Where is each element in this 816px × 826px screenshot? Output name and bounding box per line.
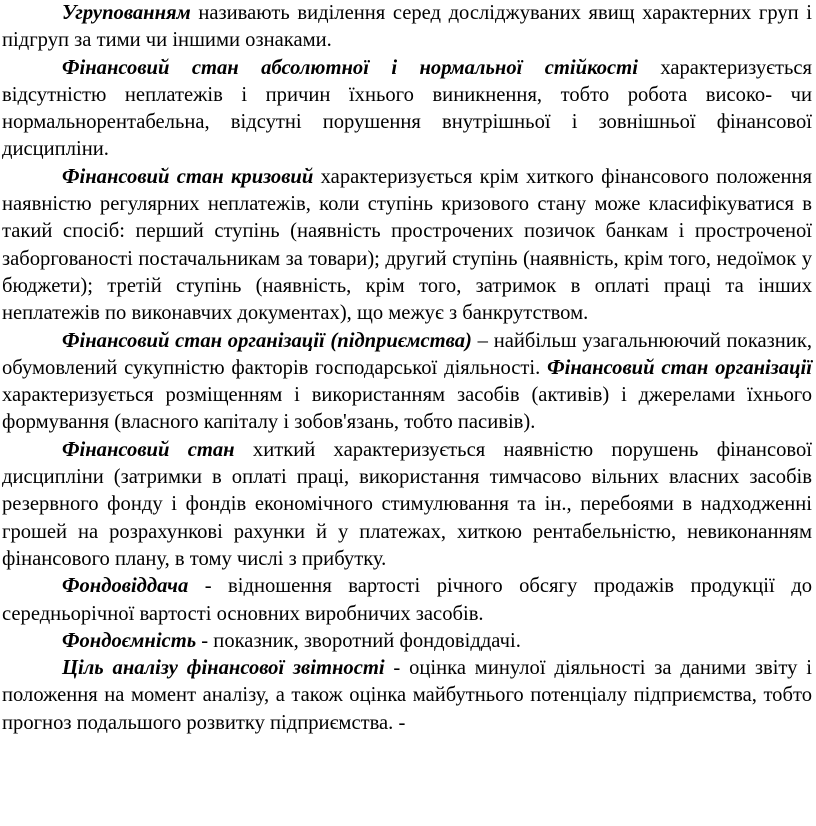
paragraph-text: - відношення вартості річного обсягу продажів продукції до середньорічної вартості основних виробничих засобів. — [2, 575, 812, 625]
term-heading: Фінансовий стан організації (підприємства) — [62, 329, 472, 352]
paragraph-text: - показник, зворотний фондовіддачі. — [196, 629, 521, 652]
paragraph-crisis-state — [2, 164, 812, 328]
paragraph-text: характеризується відсутністю неплатежів і причин їхнього виникнення, тобто робота високо- чи нормальнорентабельна, відсутні порушення внутрішньої і зовнішньої фінансової дисципліни. — [2, 56, 812, 161]
term-heading: Угрупованням — [62, 2, 191, 24]
paragraph-text-secondary: характеризується розміщенням і використанням засобів (активів) і джерелами їхнього формування (власного капіталу і зобов'язань, тобто пасивів). — [2, 384, 812, 434]
term-heading: Ціль аналізу фінансової звітності — [62, 657, 385, 680]
paragraph-capital-intensity — [2, 628, 812, 655]
term-heading: Фондоємність — [62, 629, 197, 652]
paragraph-grouping — [2, 0, 812, 55]
term-heading: Фінансовий стан кризовий — [62, 165, 314, 188]
paragraph-organization-state — [2, 328, 812, 437]
paragraph-absolute-stability — [2, 55, 812, 164]
term-heading-secondary: Фінансовий стан організації — [547, 356, 813, 379]
term-heading: Фондовіддача — [62, 575, 189, 598]
paragraph-unstable-state — [2, 437, 812, 573]
paragraph-text: називають виділення серед досліджуваних явищ характерних груп і підгруп за тими чи іншими ознаками. — [2, 2, 812, 52]
paragraph-capital-productivity — [2, 573, 812, 628]
term-heading: Фінансовий стан абсолютної і нормальної стійкості — [62, 56, 638, 79]
paragraph-text: хиткий характеризується наявністю порушень фінансової дисципліни (затримки в оплаті праці, використання тимчасово вільних власних засобів резервного фонду і фондів економічного стимулювання та ін., перебоями в надходженні грошей на розрахункові рахунки й у платежах, хиткою рентабельністю, невиконанням фінансового плану, в тому числі з прибутку. — [2, 438, 812, 570]
paragraph-text: – найбільш узагальнюючий показник, обумовлений сукупністю факторів господарської діяльності. — [2, 329, 812, 379]
paragraph-text: - оцінка минулої діяльності за даними звіту і положення на момент аналізу, а також оцінка майбутнього потенціалу підприємства, тобто прогноз подальшого розвитку підприємства. - — [2, 657, 812, 734]
term-heading: Фінансовий стан — [62, 438, 235, 461]
paragraph-text: характеризується крім хиткого фінансового положення наявністю регулярних неплатежів, коли ступінь кризового стану може класифікуватися в такий спосіб: перший ступінь (наявність прострочених позичок банкам і простроченої заборгованості постачальникам за товари); другий ступінь (наявність, крім того, недоїмок у бюджети); третій ступінь (наявність, крім того, затримок в оплаті праці та інших неплатежів по виконавчих документах), що межує з банкрутством. — [2, 165, 812, 325]
paragraph-analysis-goal — [2, 655, 812, 737]
